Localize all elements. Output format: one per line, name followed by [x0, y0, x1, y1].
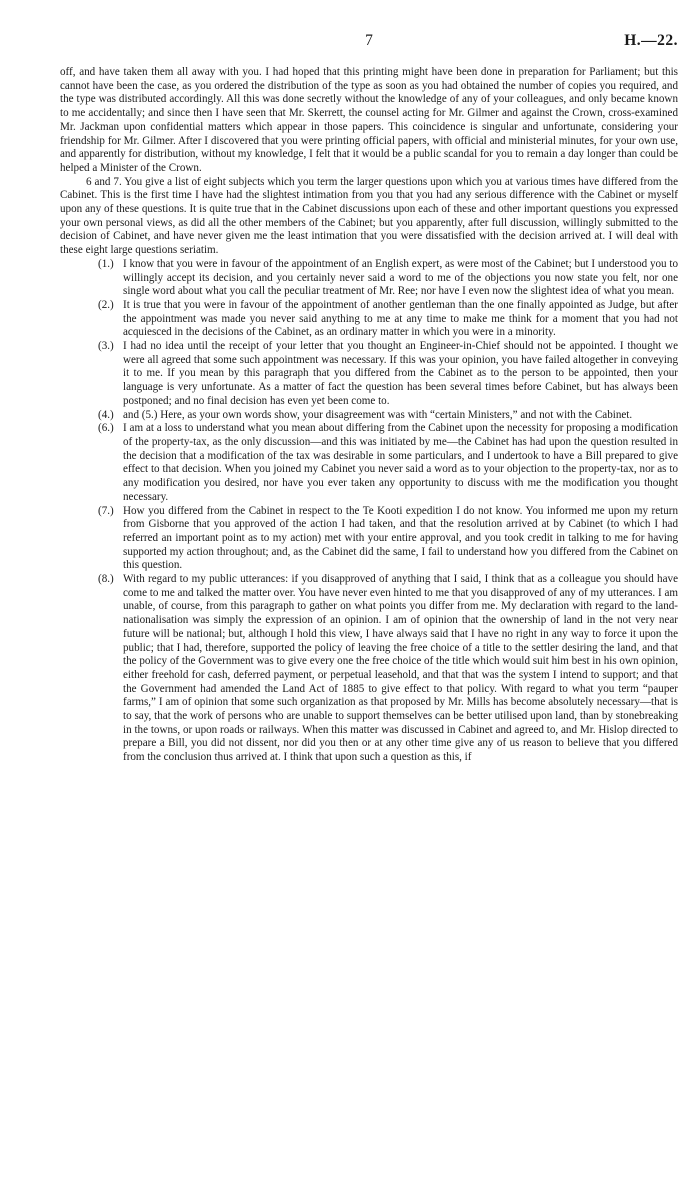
list-item-number: (1.) — [98, 257, 114, 270]
list-item-number: (2.) — [98, 298, 114, 311]
document-reference: H.—22. — [624, 32, 678, 49]
list-item-number: (4.) — [98, 408, 114, 421]
list-item-text: I know that you were in favour of the appointment of an English expert, as were most of the Cabinet; but I understood you to willingly accept its decision, and you certainly never said a word to me of the objections you now state you felt, nor one single word about what you call the peculiar treatment of Mr. Ree; nor have I even now the slightest idea of what you mean. — [123, 257, 678, 298]
page-header — [60, 32, 678, 54]
list-item-text: and (5.) Here, as your own words show, your disagreement was with “certain Ministers,” and not with the Cabinet. — [123, 408, 633, 421]
enumerated-list — [60, 258, 678, 765]
list-item-number: (8.) — [98, 573, 114, 586]
list-item — [60, 409, 678, 423]
list-item-text: With regard to my public utterances: if you disapproved of anything that I said, I think that as a colleague you should have come to me and talked the matter over. You have never even hinted to me that you disapproved of any of my utterances. I am unable, of course, from this paragraph to gather on what points you differ from me. My declaration with regard to the land-nationalisation was simply the expression of an opinion. I am of opinion that the ownership of land in the not very near future will be national; but, although I hold this view, I have always said that I have no right in any way to force it upon the public; that I had, therefore, supported the policy of leaving the free choice of a title to the settler desiring the land, and that the policy of the Government was to give every one the free choice of the title which would suit him best in his own opinion, either freehold for cash, deferred payment, or perpetual leasehold, and that that was the system I intend to support; and that the Government had amended the Land Act of 1885 to give effect to that policy. With regard to what you term “pauper farms,” I am of opinion that some such organization as that proposed by Mr. Mills has become absolutely necessary—that is to say, that the work of persons who are unable to support themselves can be better utilised upon land, than by stonebreaking in the towns, or upon roads or railways. When this matter was discussed in Cabinet and agreed to, and Mr. Hislop directed to prepare a Bill, you did not dissent, nor did you then or at any other time give any of us reason to believe that you differed from the conclusion thus arrived at. I think that upon such a question as this, if — [123, 573, 678, 764]
list-item-text: It is true that you were in favour of the appointment of another gentleman than the one finally appointed as Judge, but after the appointment was made you never said anything to me at any time to make me think for a moment that you had not acquiesced in the decisions of the Cabinet, as an ordinary matter in which you were in a minority. — [123, 298, 678, 339]
list-item-number: (3.) — [98, 340, 114, 353]
list-item-text: I had no idea until the receipt of your letter that you thought an Engineer-in-Chief should not be appointed. I thought we were all agreed that some such appointment was necessary. If this was your opinion, you have failed altogether in conveying it to me. If you mean by this paragraph that you differed from the Cabinet as to the person to be appointed, then your language is very unfortunate. As a matter of fact the question has been several times before Cabinet, but has always been postponed; and no final decision has even yet been come to. — [123, 340, 678, 407]
list-item — [60, 422, 678, 504]
list-item-number: (6.) — [98, 422, 114, 435]
paragraph-continuation: off, and have taken them all away with you. I had hoped that this printing might have been done in preparation for Parliament; but this cannot have been the case, as you ordered the distribution of the type as soon as you had obtained the number of copies you required, and the type was distributed accordingly. All this was done secretly without the knowledge of any of your colleagues, and only became known to me accidentally; and since then I have seen that Mr. Skerrett, the counsel acting for Mr. Gilmer and against the Crown, cross-examined Mr. Jackman upon confidential matters which appear in those papers. This coincidence is singular and unfortunate, considering your friendship for Mr. Gilmer. After I discovered that you were printing official papers, with official and ministerial minutes, for your own use, and apparently for distribution, without my knowledge, I felt that it would be a public scandal for you to remain a day longer than could be helped a Minister of the Crown. — [60, 66, 678, 174]
paragraph-6-and-7: 6 and 7. You give a list of eight subjects which you term the larger questions upon which you at various times have differed from the Cabinet. This is the first time I have had the slightest intimation from you that you had any serious difference with the Cabinet or myself upon any of these questions. It is quite true that in the Cabinet discussions upon each of these and other important questions you expressed your own personal views, as did all the other members of the Cabinet; but you apparently, after full discussion, willingly submitted to the decision of Cabinet, and have never given me the least intimation that you were dissatisfied with the decision arrived at. I will deal with these eight large questions seriatim. — [60, 175, 678, 257]
list-item — [60, 505, 678, 574]
list-item — [60, 340, 678, 409]
page-number: 7 — [365, 32, 373, 49]
list-item-number: (7.) — [98, 504, 114, 517]
list-item — [60, 573, 678, 765]
list-item-text: I am at a loss to understand what you mean about differing from the Cabinet upon the necessity for proposing a modification of the property-tax, as the only discussion—and this was initiated by me—the Cabinet has had upon the question resulted in the decision that a modification of the tax was desirable in some particulars, and I undertook to have a Bill prepared to give effect to that decision. When you joined my Cabinet you never said a word as to your objection to the property-tax, nor as to any modification you desired, nor have you ever taken any opportunity to discuss with me the modification you thought necessary. — [123, 422, 678, 503]
list-item — [60, 258, 678, 299]
list-item — [60, 299, 678, 340]
body-text — [60, 66, 678, 765]
list-item-text: How you differed from the Cabinet in respect to the Te Kooti expedition I do not know. You informed me upon my return from Gisborne that you approved of the action I had taken, and that the resolution arrived at by Cabinet (to which I had referred an important point as to my action) met with your entire approval, and you took credit in talking to me for having supported my action throughout; and, as the Cabinet did the same, I fail to understand how you differed from the Cabinet on this question. — [123, 504, 678, 572]
